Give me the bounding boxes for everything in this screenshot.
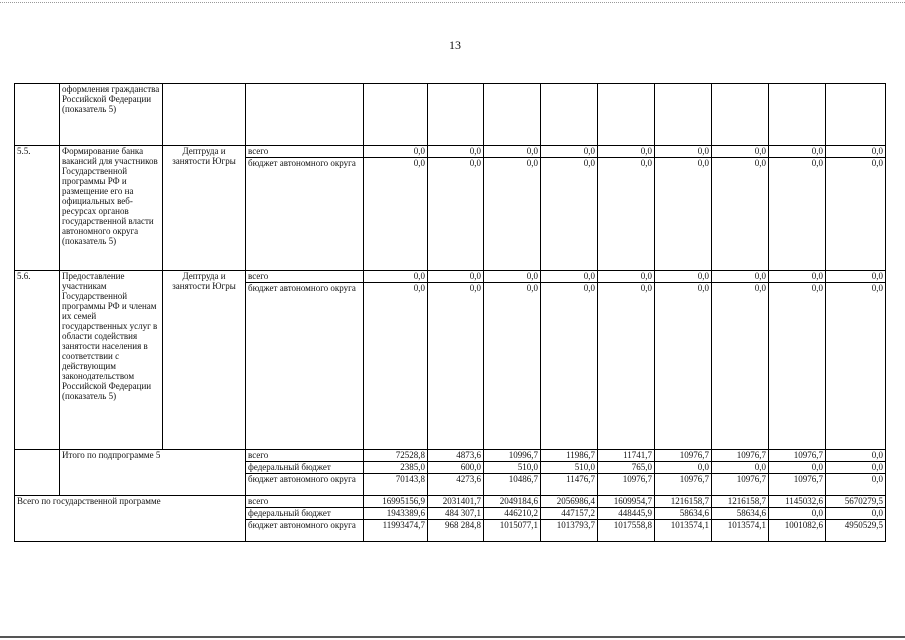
value-cell: 0,0: [712, 462, 769, 474]
value-cell: 0,0: [598, 283, 655, 450]
value-cell: 11986,7: [541, 450, 598, 462]
scan-edge-bottom: [0, 636, 905, 638]
value-cell: 0,0: [769, 271, 826, 283]
value-cell: 1017558,8: [598, 520, 655, 542]
value-cell: 968 284,8: [428, 520, 484, 542]
value-cell: 0,0: [598, 271, 655, 283]
value-cell: 0,0: [769, 158, 826, 271]
value-cell: 510,0: [484, 462, 541, 474]
value-cell: 1943389,6: [364, 508, 428, 520]
value-cell: 4950529,5: [826, 520, 886, 542]
value-cell: 0,0: [364, 271, 428, 283]
program-funding-table: [14, 83, 886, 542]
subtotal-row: [15, 450, 886, 462]
value-cell: 1001082,6: [769, 520, 826, 542]
value-cell: 0,0: [826, 450, 886, 462]
value-cell: 10976,7: [712, 450, 769, 462]
value-cell: 0,0: [826, 283, 886, 450]
activity-number-cell: 5.6.: [15, 271, 60, 450]
value-cell: 72528,8: [364, 450, 428, 462]
value-cell: 4273,6: [428, 474, 484, 496]
value-cell: 0,0: [541, 146, 598, 158]
value-cell: 11476,7: [541, 474, 598, 496]
value-cell: 447157,2: [541, 508, 598, 520]
num-cell: [15, 84, 60, 146]
value-cell: 10996,7: [484, 450, 541, 462]
funding-source-cell: бюджет автономного округа: [246, 474, 364, 496]
value-cell: 1013574,1: [712, 520, 769, 542]
funding-source-cell: федеральный бюджет: [246, 462, 364, 474]
funding-source-cell: всего: [246, 496, 364, 508]
value-cell: 1609954,7: [598, 496, 655, 508]
value-cell: 600,0: [428, 462, 484, 474]
value-cell: 0,0: [712, 283, 769, 450]
page-number: 13: [449, 38, 461, 52]
value-cell: 0,0: [655, 462, 712, 474]
value-cell: 0,0: [769, 283, 826, 450]
value-cell: 0,0: [826, 474, 886, 496]
activity-name-cell: оформления гражданства Российской Федерации (показатель 5): [60, 84, 163, 146]
activity-name-cell: Предоставление участникам Государственной программы РФ и членам их семей государственных услуг в области содействия занятости населения в соответствии с действующим законодательством Российской Федерации (показатель 5): [60, 271, 163, 450]
value-cell: 0,0: [484, 146, 541, 158]
activity-row: [15, 146, 886, 158]
value-cell: 0,0: [655, 158, 712, 271]
value-cell: 0,0: [769, 462, 826, 474]
funding-source-cell: всего: [246, 450, 364, 462]
value-cell: 0,0: [484, 283, 541, 450]
value-cell: 10976,7: [769, 474, 826, 496]
value-cell: 0,0: [484, 271, 541, 283]
value-cell: 10976,7: [655, 474, 712, 496]
executor-cell: Дептруда и занятости Югры: [163, 271, 246, 450]
value-cell: 0,0: [826, 271, 886, 283]
subtotal-blank-cell: [15, 450, 60, 496]
value-cell: 0,0: [428, 283, 484, 450]
value-cell: 10976,7: [655, 450, 712, 462]
value-cell: 0,0: [655, 271, 712, 283]
total-label-cell: Всего по государственной программе: [15, 496, 246, 542]
scan-edge-top: [0, 2, 905, 3]
value-cell: 1015077,1: [484, 520, 541, 542]
continued-row: [15, 84, 886, 146]
value-cell: 446210,2: [484, 508, 541, 520]
value-cell: 10976,7: [712, 474, 769, 496]
value-cell: 510,0: [541, 462, 598, 474]
value-cell: 0,0: [541, 283, 598, 450]
value-cell: 2031401,7: [428, 496, 484, 508]
value-cell: 0,0: [598, 158, 655, 271]
value-cell: 0,0: [541, 158, 598, 271]
value-cell: 0,0: [712, 158, 769, 271]
value-cell: 11741,7: [598, 450, 655, 462]
value-cell: 0,0: [655, 283, 712, 450]
subtotal-label-cell: Итого по подпрограмме 5: [60, 450, 246, 496]
funding-source-cell: всего: [246, 146, 364, 158]
value-cell: 10976,7: [598, 474, 655, 496]
value-cell: 0,0: [826, 158, 886, 271]
value-cell: 1145032,6: [769, 496, 826, 508]
value-cell: 4873,6: [428, 450, 484, 462]
executor-cell: Дептруда и занятости Югры: [163, 146, 246, 271]
value-cell: 0,0: [364, 158, 428, 271]
value-cell: 0,0: [712, 146, 769, 158]
funding-source-cell: бюджет автономного округа: [246, 520, 364, 542]
value-cell: 16995156,9: [364, 496, 428, 508]
value-cell: 0,0: [826, 462, 886, 474]
value-cell: 0,0: [541, 271, 598, 283]
value-cell: 10976,7: [769, 450, 826, 462]
value-cell: 0,0: [484, 158, 541, 271]
activity-row: [15, 271, 886, 283]
value-cell: 0,0: [712, 271, 769, 283]
value-cell: 2385,0: [364, 462, 428, 474]
funding-source-cell: бюджет автономного округа: [246, 283, 364, 450]
value-cell: 484 307,1: [428, 508, 484, 520]
value-cell: 1013574,1: [655, 520, 712, 542]
value-cell: 1216158,7: [655, 496, 712, 508]
table-body: [15, 84, 886, 542]
value-cell: 2056986,4: [541, 496, 598, 508]
value-cell: 0,0: [428, 271, 484, 283]
value-cell: 1013793,7: [541, 520, 598, 542]
value-cell: 0,0: [826, 146, 886, 158]
activity-number-cell: 5.5.: [15, 146, 60, 271]
value-cell: 70143,8: [364, 474, 428, 496]
value-cell: 0,0: [655, 146, 712, 158]
value-cell: 58634,6: [712, 508, 769, 520]
value-cell: 765,0: [598, 462, 655, 474]
value-cell: 0,0: [598, 146, 655, 158]
value-cell: 0,0: [364, 146, 428, 158]
value-cell: 0,0: [826, 508, 886, 520]
value-cell: 1216158,7: [712, 496, 769, 508]
value-cell: 0,0: [428, 146, 484, 158]
value-cell: 448445,9: [598, 508, 655, 520]
funding-source-cell: бюджет автономного округа: [246, 158, 364, 271]
value-cell: 0,0: [769, 146, 826, 158]
total-row: [15, 496, 886, 508]
value-cell: 10486,7: [484, 474, 541, 496]
value-cell: 0,0: [364, 283, 428, 450]
funding-source-cell: всего: [246, 271, 364, 283]
value-cell: 11993474,7: [364, 520, 428, 542]
value-cell: 58634,6: [655, 508, 712, 520]
value-cell: 0,0: [769, 508, 826, 520]
activity-name-cell: Формирование банка вакансий для участников Государственной программы РФ и размещение его на официальных веб-ресурсах органов государственной власти автономного округа (показатель 5): [60, 146, 163, 271]
value-cell: 2049184,6: [484, 496, 541, 508]
value-cell: 5670279,5: [826, 496, 886, 508]
value-cell: 0,0: [428, 158, 484, 271]
funding-source-cell: федеральный бюджет: [246, 508, 364, 520]
